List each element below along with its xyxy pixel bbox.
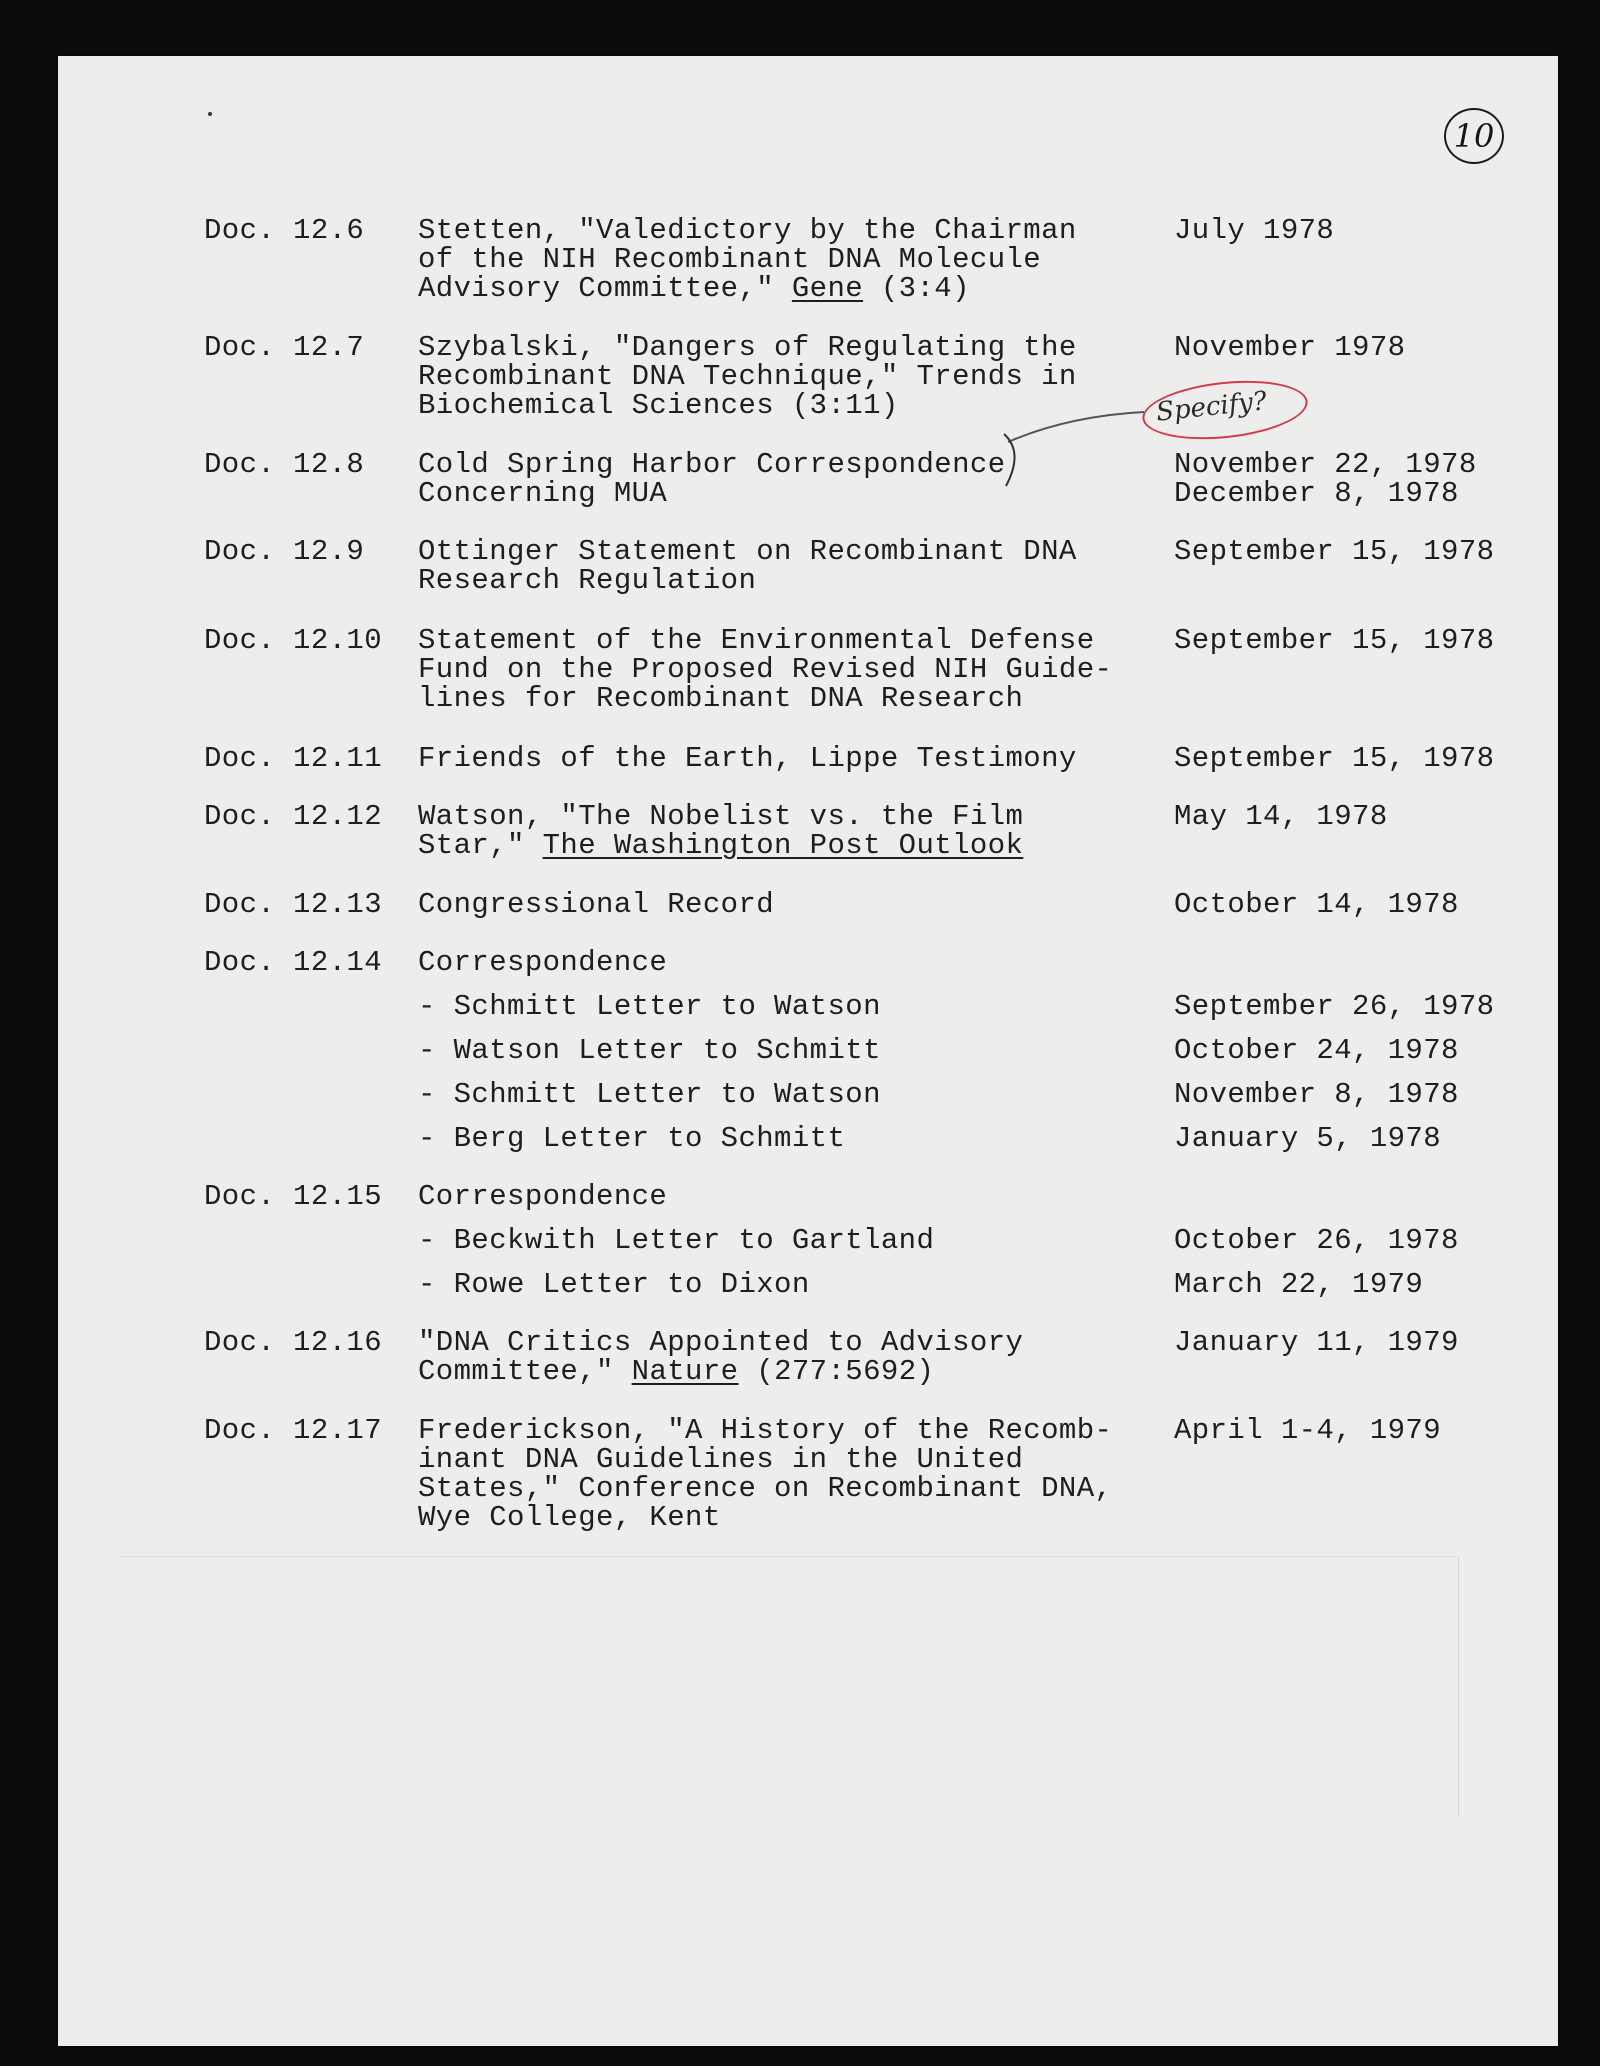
doc-title: Correspondence <box>418 1180 668 1213</box>
doc-title: Watson, "The Nobelist vs. the Film Star," The Washington Post Outlook <box>418 800 1024 862</box>
doc-date: January 11, 1979 <box>1174 1326 1459 1359</box>
doc-number: Doc. 12.14 <box>204 946 383 979</box>
doc-title: Stetten, "Valedictory by the Chairman of the NIH Recombinant DNA Molecule Advisory Committee," Gene (3:4) <box>418 214 1077 305</box>
document-page <box>58 56 1558 2046</box>
doc-title: Statement of the Environmental Defense Fund on the Proposed Revised NIH Guide- lines for Recombinant DNA Research <box>418 624 1113 715</box>
doc-date: September 15, 1978 <box>1174 535 1495 568</box>
sub-item: - Beckwith Letter to Gartland <box>418 1224 935 1257</box>
doc-date: July 1978 <box>1174 214 1335 247</box>
doc-number: Doc. 12.17 <box>204 1414 383 1447</box>
show-through-marks <box>118 1556 1459 1817</box>
sub-item: - Rowe Letter to Dixon <box>418 1268 810 1301</box>
doc-title: Ottinger Statement on Recombinant DNA Research Regulation <box>418 535 1077 597</box>
doc-date: September 15, 1978 <box>1174 624 1495 657</box>
doc-title: Cold Spring Harbor Correspondence Concerning MUA <box>418 448 1006 510</box>
doc-title: Congressional Record <box>418 888 775 921</box>
doc-number: Doc. 12.13 <box>204 888 383 921</box>
doc-number: Doc. 12.16 <box>204 1326 383 1359</box>
page-number: 10 <box>1444 108 1504 164</box>
doc-number: Doc. 12.7 <box>204 331 365 364</box>
doc-number: Doc. 12.8 <box>204 448 365 481</box>
sub-item-date: September 26, 1978 <box>1174 990 1495 1023</box>
sub-item: - Watson Letter to Schmitt <box>418 1034 881 1067</box>
sub-item-date: October 24, 1978 <box>1174 1034 1459 1067</box>
sub-item-date: October 26, 1978 <box>1174 1224 1459 1257</box>
annotation-note: Specify? <box>1154 386 1269 428</box>
doc-title: Frederickson, "A History of the Recomb- inant DNA Guidelines in the United States," Conference on Recombinant DNA, Wye College, Kent <box>418 1414 1113 1534</box>
doc-date: December 8, 1978 <box>1174 477 1459 510</box>
doc-number: Doc. 12.11 <box>204 742 383 775</box>
sub-item: - Schmitt Letter to Watson <box>418 990 881 1023</box>
doc-title: Szybalski, "Dangers of Regulating the Recombinant DNA Technique," Trends in Biochemical Sciences (3:11) <box>418 331 1077 422</box>
doc-number: Doc. 12.12 <box>204 800 383 833</box>
doc-title: Correspondence <box>418 946 668 979</box>
doc-date: November 22, 1978 <box>1174 448 1477 481</box>
doc-number: Doc. 12.6 <box>204 214 365 247</box>
sub-item-date: January 5, 1978 <box>1174 1122 1442 1155</box>
doc-number: Doc. 12.15 <box>204 1180 383 1213</box>
doc-number: Doc. 12.9 <box>204 535 365 568</box>
doc-date: April 1-4, 1979 <box>1174 1414 1442 1447</box>
doc-date: October 14, 1978 <box>1174 888 1459 921</box>
sub-item: - Berg Letter to Schmitt <box>418 1122 846 1155</box>
doc-date: September 15, 1978 <box>1174 742 1495 775</box>
doc-date: November 1978 <box>1174 331 1406 364</box>
doc-number: Doc. 12.10 <box>204 624 383 657</box>
doc-title: "DNA Critics Appointed to Advisory Committee," Nature (277:5692) <box>418 1326 1024 1388</box>
sub-item-date: March 22, 1979 <box>1174 1268 1424 1301</box>
doc-date: May 14, 1978 <box>1174 800 1388 833</box>
sub-item-date: November 8, 1978 <box>1174 1078 1459 1111</box>
sub-item: - Schmitt Letter to Watson <box>418 1078 881 1111</box>
doc-title: Friends of the Earth, Lippe Testimony <box>418 742 1077 775</box>
